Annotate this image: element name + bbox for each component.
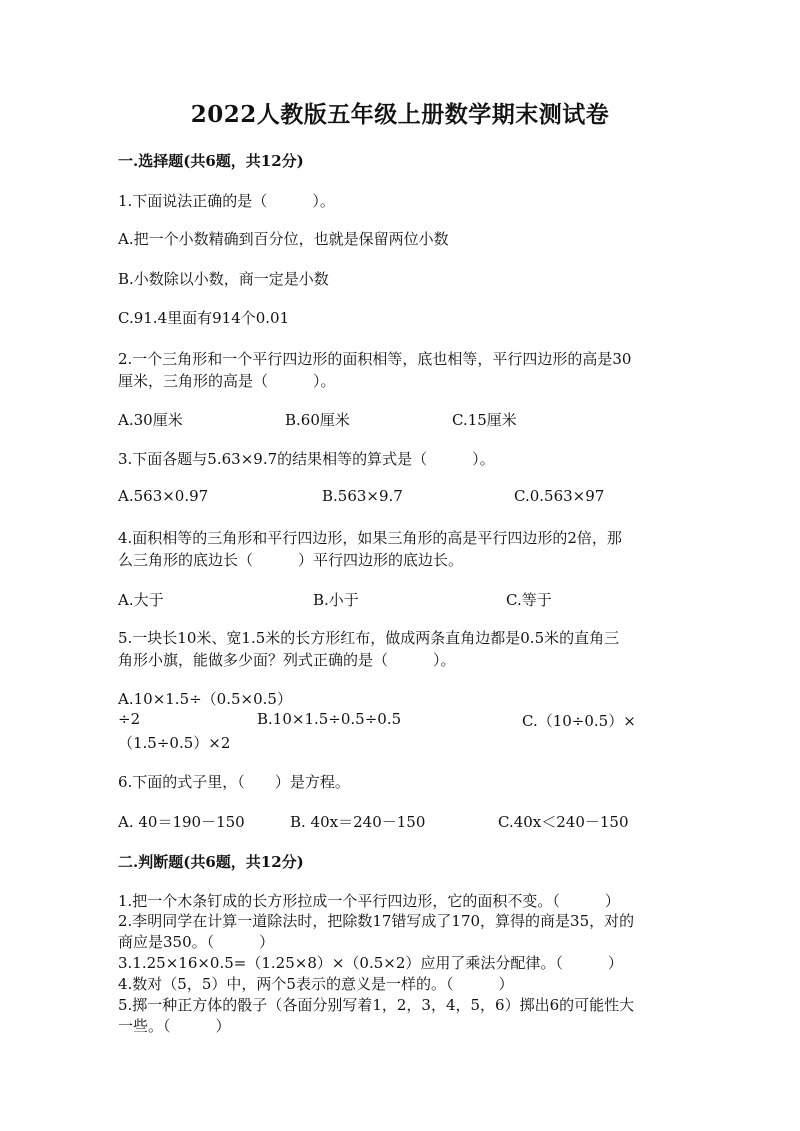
question-5-option-c-line1: C.（10÷0.5）× [522,712,636,730]
question-2-option-c: C.15厘米 [452,411,517,429]
judgement-item: 4.数对（5，5）中，两个5表示的意义是一样的。（ ） [118,975,514,993]
judgement-item: 商应是350。（ ） [118,933,275,951]
question-3-stem: 3.下面各题与5.63×9.7的结果相等的算式是（ ）。 [118,450,495,468]
page-title: 2022人教版五年级上册数学期末测试卷 [190,101,610,128]
question-6-option-a: A. 40＝190－150 [118,813,245,831]
question-4-option-a: A.大于 [118,591,164,609]
question-6-option-c: C.40x＜240－150 [498,813,629,831]
question-2-option-b: B.60厘米 [285,411,350,429]
question-4-option-c: C.等于 [506,591,552,609]
question-5-option-c-line2: （1.5÷0.5）×2 [118,734,231,752]
question-5-stem-line2: 角形小旗，能做多少面？列式正确的是（ ）。 [118,651,456,669]
judgement-item: 2.李明同学在计算一道除法时，把除数17错写成了170，算得的商是35，对的 [118,912,635,930]
question-5-option-b: B.10×1.5÷0.5÷0.5 [257,710,402,728]
question-2-stem-line1: 2.一个三角形和一个平行四边形的面积相等，底也相等，平行四边形的高是30 [118,350,632,368]
question-3-option-a: A.563×0.97 [118,487,209,505]
question-4-stem-line1: 4.面积相等的三角形和平行四边形，如果三角形的高是平行四边形的2倍，那 [118,529,622,547]
question-5-option-a-line2: ÷2 [118,710,141,728]
judgement-item: 3.1.25×16×0.5=（1.25×8）×（0.5×2）应用了乘法分配律。（ ） [118,954,623,972]
question-1-option-b: B.小数除以小数，商一定是小数 [118,270,329,288]
question-4-option-b: B.小于 [313,591,359,609]
question-1-option-c: C.91.4里面有914个0.01 [118,309,290,327]
judgement-item: 一些。（ ） [118,1017,231,1035]
question-2-option-a: A.30厘米 [118,411,183,429]
section-heading-choice: 一.选择题(共6题，共12分) [118,152,304,170]
question-6-stem: 6.下面的式子里，（ ）是方程。 [118,773,350,791]
question-6-option-b: B. 40x＝240－150 [290,813,426,831]
judgement-item: 5.掷一种正方体的骰子（各面分别写着1，2，3，4，5，6）掷出6的可能性大 [118,996,635,1014]
question-5-stem-line1: 5.一块长10米、宽1.5米的长方形红布，做成两条直角边都是0.5米的直角三 [118,629,620,647]
question-3-option-b: B.563×9.7 [322,487,403,505]
question-5-option-a-line1: A.10×1.5÷（0.5×0.5） [118,690,292,708]
section-heading-judgement: 二.判断题(共6题，共12分) [118,853,304,871]
judgement-item: 1.把一个木条钉成的长方形拉成一个平行四边形，它的面积不变。（ ） [118,892,620,910]
question-2-stem-line2: 厘米，三角形的高是（ ）。 [118,372,336,390]
question-1-stem: 1.下面说法正确的是（ ）。 [118,192,335,210]
question-4-stem-line2: 么三角形的底边长（ ）平行四边形的底边长。 [118,551,464,569]
question-3-option-c: C.0.563×97 [514,487,605,505]
question-1-option-a: A.把一个小数精确到百分位，也就是保留两位小数 [118,230,449,248]
